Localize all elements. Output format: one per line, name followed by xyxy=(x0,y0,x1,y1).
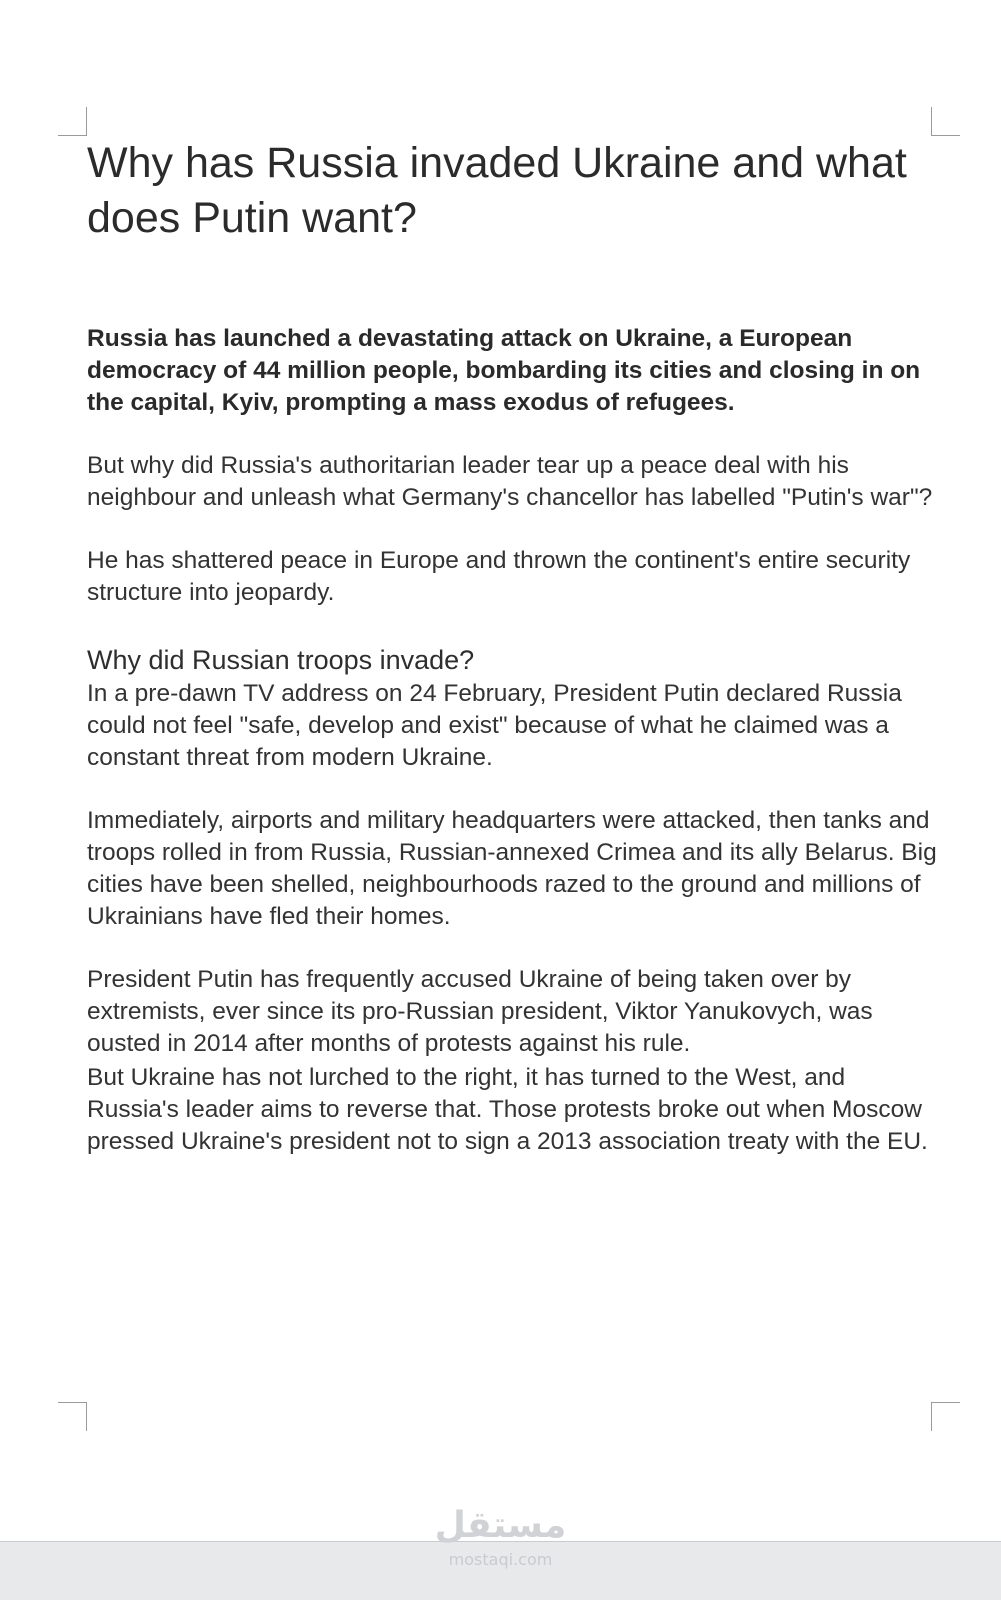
document-title: Why has Russia invaded Ukraine and what does Putin want? xyxy=(87,139,907,242)
margin-marker-bottom-left xyxy=(58,1402,87,1431)
margin-marker-top-right xyxy=(931,107,960,136)
margin-marker-top-left xyxy=(58,107,87,136)
section-heading: Why did Russian troops invade? xyxy=(87,645,475,675)
document-body xyxy=(87,136,937,1158)
watermark-url: mostaqi.com xyxy=(448,1550,553,1569)
paragraph-2: He has shattered peace in Europe and thrown the continent's entire security structure into jeopardy. xyxy=(87,547,911,606)
paragraph-5: President Putin has frequently accused Ukraine of being taken over by extremists, ever since its pro-Russian president, Viktor Yanukovych, was ousted in 2014 after months of protests against his rule. xyxy=(87,966,873,1057)
paragraph-3: In a pre-dawn TV address on 24 February, President Putin declared Russia could not feel "safe, develop and exist" because of what he claimed was a constant threat from modern Ukraine. xyxy=(87,680,902,771)
paragraph-1: But why did Russia's authoritarian leader tear up a peace deal with his neighbour and unleash what Germany's chancellor has labelled "Putin's war"? xyxy=(87,452,933,511)
paragraph-6: But Ukraine has not lurched to the right, it has turned to the West, and Russia's leader aims to reverse that. Those protests broke out when Moscow pressed Ukraine's president not to sign a 2013 association treaty with the EU. xyxy=(87,1064,928,1155)
margin-marker-bottom-right xyxy=(931,1402,960,1431)
lead-paragraph: Russia has launched a devastating attack on Ukraine, a European democracy of 44 million people, bombarding its cities and closing in on the capital, Kyiv, prompting a mass exodus of refugees. xyxy=(87,325,921,416)
paragraph-4: Immediately, airports and military headquarters were attacked, then tanks and troops rolled in from Russia, Russian-annexed Crimea and its ally Belarus. Big cities have been shelled, neighbourhoods razed to the ground and millions of Ukrainians have fled their homes. xyxy=(87,807,937,930)
watermark-logo: مستقل xyxy=(434,1505,567,1546)
